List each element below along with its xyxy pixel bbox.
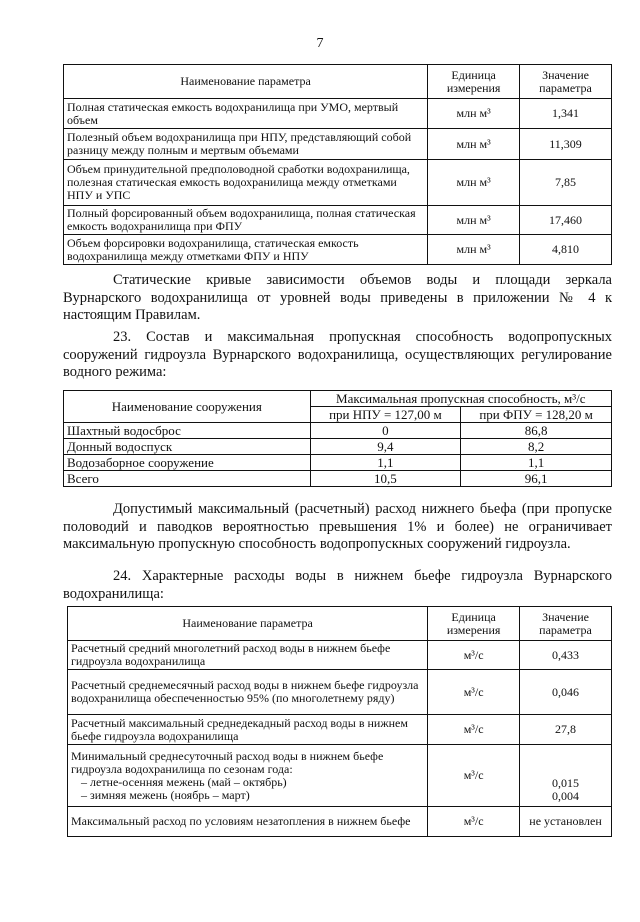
row-fpu: 1,1 — [461, 455, 612, 471]
row-name: Водозаборное сооружение — [64, 455, 311, 471]
table-row — [68, 670, 612, 715]
row-unit: млн м³ — [428, 206, 520, 235]
row-unit: м³/с — [428, 807, 520, 837]
row-unit: млн м³ — [428, 129, 520, 160]
table-row — [64, 455, 612, 471]
row-value: 11,309 — [520, 129, 612, 160]
header-max-capacity: Максимальная пропускная способность, м³/с — [310, 391, 611, 407]
row-value: 7,85 — [520, 160, 612, 206]
row-name: Расчетный среднемесячный расход воды в нижнем бьефе гидроузла водохранилища обеспеченностью 95% (по многолетнему ряду) — [68, 670, 428, 715]
row-value: 0,046 — [520, 670, 612, 715]
row-name: Полная статическая емкость водохранилища при УМО, мертвый объем — [64, 99, 428, 129]
row-value: 1,341 — [520, 99, 612, 129]
table-row — [68, 715, 612, 745]
header-parameter-name: Наименование параметра — [68, 607, 428, 641]
page-number: 7 — [316, 36, 324, 51]
table-header-row — [68, 607, 612, 641]
table-row — [64, 471, 612, 487]
header-npu: при НПУ = 127,00 м — [310, 407, 461, 423]
row-unit: м³/с — [428, 641, 520, 670]
table-row — [64, 160, 612, 206]
row-name: Полезный объем водохранилища при НПУ, представляющий собой разницу между полным и мертвым объемами — [64, 129, 428, 160]
row-name: Расчетный максимальный среднедекадный расход воды в нижнем бьефе гидроузла водохранилища — [68, 715, 428, 745]
row-value: не установлен — [520, 807, 612, 837]
row-subitem-summer: – летне-осенняя межень (май – октябрь) — [81, 774, 287, 789]
row-value: 4,810 — [520, 235, 612, 265]
table-header-row — [64, 391, 612, 407]
row-unit: м³/с — [428, 745, 520, 807]
table-row — [64, 129, 612, 160]
row-value-winter: 0,004 — [552, 789, 580, 803]
row-unit: м³/с — [428, 670, 520, 715]
reservoir-volumes-table — [63, 64, 612, 265]
row-name: Полный форсированный объем водохранилища, полная статическая емкость водохранилища при ФПУ — [64, 206, 428, 235]
header-structure-name: Наименование сооружения — [64, 391, 311, 423]
row-value-summer: 0,015 — [552, 776, 580, 790]
table-row — [64, 423, 612, 439]
paragraph-curves: Статические кривые зависимости объемов воды и площади зеркала Вурнарского водохранилища от уровней воды приведены в приложении № 4 к настоящим Правилам. — [63, 272, 612, 323]
row-name: Объем форсировки водохранилища, статическая емкость водохранилища между отметками ФПУ и НПУ — [64, 235, 428, 265]
row-npu: 0 — [310, 423, 461, 439]
row-name-seasonal — [68, 745, 428, 807]
header-value: Значение параметра — [520, 65, 612, 99]
header-fpu: при ФПУ = 128,20 м — [461, 407, 612, 423]
table-row — [68, 745, 612, 807]
table-row — [64, 235, 612, 265]
paragraph-max-discharge: Допустимый максимальный (расчетный) расход нижнего бьефа (при пропуске половодий и паводков вероятностью превышения 1% и более) не ограничивает максимальную пропускную способность водопропускных сооружений гидроузла. — [63, 501, 612, 552]
header-parameter-name: Наименование параметра — [64, 65, 428, 99]
row-unit: м³/с — [428, 715, 520, 745]
row-unit: млн м³ — [428, 99, 520, 129]
row-name: Минимальный среднесуточный расход воды в нижнем бьефе гидроузла водохранилища по сезонам года: — [71, 748, 384, 776]
row-unit: млн м³ — [428, 160, 520, 206]
row-name: Максимальный расход по условиям незатопления в нижнем бьефе — [68, 807, 428, 837]
paragraph-24: 24. Характерные расходы воды в нижнем бьефе гидроузла Вурнарского водохранилища: — [63, 568, 612, 602]
row-values-seasonal — [520, 745, 612, 807]
header-value: Значение параметра — [520, 607, 612, 641]
header-unit: Единица измерения — [428, 607, 520, 641]
row-npu: 9,4 — [310, 439, 461, 455]
header-unit: Единица измерения — [428, 65, 520, 99]
row-name: Расчетный средний многолетний расход воды в нижнем бьефе гидроузла водохранилища — [68, 641, 428, 670]
table-row — [64, 439, 612, 455]
row-subitem-winter: – зимняя межень (ноябрь – март) — [81, 787, 250, 802]
table-row — [64, 99, 612, 129]
downstream-discharges-table — [67, 606, 612, 837]
table-row — [68, 807, 612, 837]
row-name: Объем принудительной предполоводной сработки водохранилища, полезная статическая емкость водохранилища между отметками НПУ и УПС — [64, 160, 428, 206]
row-value: 0,433 — [520, 641, 612, 670]
row-npu: 10,5 — [310, 471, 461, 487]
row-fpu: 96,1 — [461, 471, 612, 487]
row-name: Донный водоспуск — [64, 439, 311, 455]
row-unit: млн м³ — [428, 235, 520, 265]
table-row — [68, 641, 612, 670]
paragraph-23: 23. Состав и максимальная пропускная способность водопропускных сооружений гидроузла Вурнарского водохранилища, осуществляющих регулирование водного режима: — [63, 329, 612, 380]
row-npu: 1,1 — [310, 455, 461, 471]
row-value: 27,8 — [520, 715, 612, 745]
row-name: Шахтный водосброс — [64, 423, 311, 439]
table-header-row — [64, 65, 612, 99]
row-name: Всего — [64, 471, 311, 487]
row-value: 17,460 — [520, 206, 612, 235]
table-row — [64, 206, 612, 235]
row-fpu: 8,2 — [461, 439, 612, 455]
row-fpu: 86,8 — [461, 423, 612, 439]
outlet-capacity-table — [63, 390, 612, 487]
